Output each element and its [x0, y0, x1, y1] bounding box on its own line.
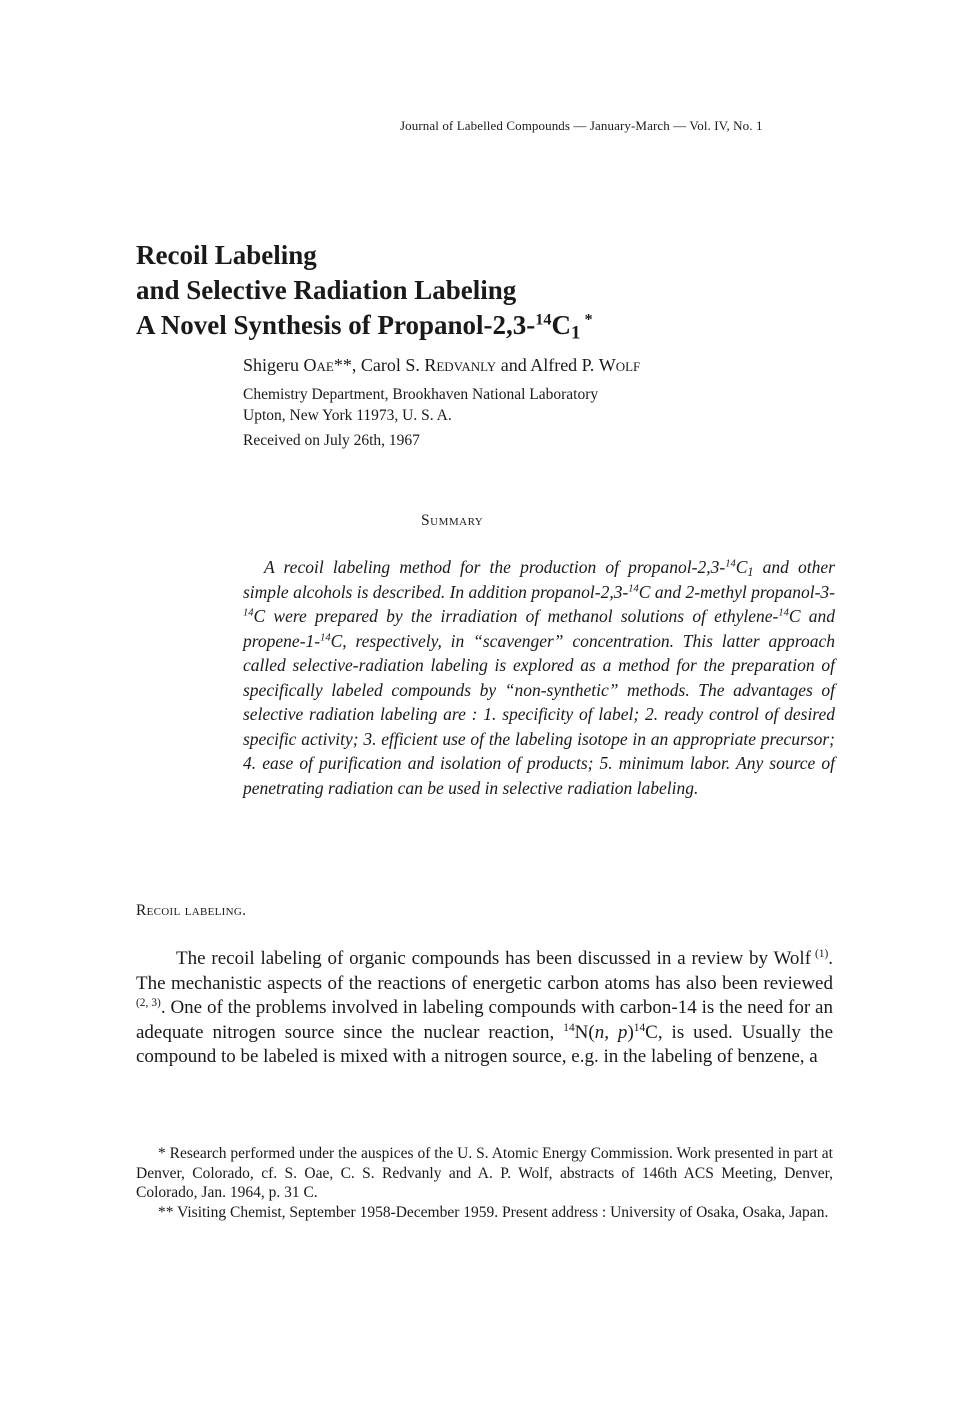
- summary-heading: Summary: [421, 512, 484, 529]
- title-isotope-sup: 14: [535, 310, 552, 329]
- title-line-2: and Selective Radiation Labeling: [136, 275, 517, 305]
- title-carbon: C: [551, 310, 571, 340]
- body-text: [136, 947, 833, 1070]
- body-seg-1: The recoil labeling of organic compounds has been discussed in a review by Wolf: [176, 948, 812, 969]
- title-line-3: [136, 308, 593, 342]
- reaction-sup-1: 14: [563, 1021, 575, 1034]
- summary-sup-5: 14: [320, 632, 331, 644]
- running-head: Journal of Labelled Compounds — January-March — Vol. IV, No. 1: [400, 118, 763, 133]
- summary-sub-1: 1: [747, 565, 754, 580]
- footnote-2: ** Visiting Chemist, September 1958-December 1959. Present address : University of Osaka, Osaka, Japan.: [158, 1203, 829, 1221]
- reaction-close: ): [627, 1021, 634, 1043]
- summary-seg-6: C, respectively, in “scavenger” concentration. This latter approach called selective-radiation labeling is explored as a method for the preparation of specifically labeled compounds by “non-synthetic” methods. The advantages of selective radiation labeling are : 1. specificity of label; 2. ready control of desired specific activity; 3. efficient use of the labeling isotope in an appropriate precursor; 4. ease of purification and isolation of products; 5. minimum labor. Any source of penetrating radiation can be used in selective radiation labeling.: [243, 630, 835, 798]
- reference-2-3: (2, 3): [136, 997, 161, 1010]
- author-line: [243, 355, 640, 376]
- title-footnote-mark: *: [580, 310, 593, 329]
- author-1-given: Shigeru: [243, 355, 304, 375]
- title-subscript: 1: [570, 322, 581, 344]
- summary-sup-4: 14: [778, 607, 789, 619]
- author-1-mark: **,: [333, 355, 361, 375]
- title-line-3-text: A Novel Synthesis of Propanol-2,3-: [136, 310, 536, 340]
- author-2-given: Carol S.: [360, 355, 425, 375]
- summary-seg-5: C and propene-1-: [243, 606, 835, 651]
- author-and: and: [496, 355, 531, 375]
- summary-sup-2: 14: [628, 583, 639, 595]
- author-2-family: Redvanly: [424, 355, 497, 375]
- footnotes: [136, 1144, 833, 1222]
- author-1-family: Oae: [303, 355, 334, 375]
- summary-seg-2: and other simple alcohols is described. In addition propanol-2,3-: [243, 557, 835, 602]
- author-3-family: Wolf: [598, 355, 641, 375]
- reference-1: (1): [811, 948, 829, 961]
- received-date: Received on July 26th, 1967: [243, 432, 420, 449]
- reaction-np: n, p: [594, 1021, 628, 1043]
- affiliation-line-1: Chemistry Department, Brookhaven National Laboratory: [243, 386, 599, 403]
- summary-abstract: [243, 555, 835, 800]
- body-paragraph: [136, 947, 833, 1070]
- summary-carbon: C: [735, 557, 748, 577]
- reaction-sup-2: 14: [633, 1021, 646, 1034]
- title-line-1: Recoil Labeling: [136, 240, 317, 270]
- section-heading: Recoil labeling.: [136, 902, 247, 919]
- body-seg-4: C, is used. Usually the compound to be labeled is mixed with a nitrogen source, e.g. in the labeling of benzene, a: [136, 1021, 834, 1067]
- body-seg-3: . One of the problems involved in labeling compounds with carbon-14 is the need for an adequate nitrogen source since the nuclear reaction,: [136, 997, 833, 1043]
- summary-sup-3: 14: [243, 607, 254, 619]
- summary-seg-4: C were prepared by the irradiation of methanol solutions of ethylene-: [253, 606, 779, 626]
- summary-paragraph: [243, 555, 835, 800]
- footnote-1: * Research performed under the auspices of the U. S. Atomic Energy Commission. Work presented in part at Denver, Colorado, cf. S. Oae, C. S. Redvanly and A. P. Wolf, abstracts of 146th ACS Meeting, Denver, Colorado, Jan. 1964, p. 31 C.: [136, 1145, 833, 1201]
- reaction-n: N(: [574, 1021, 595, 1043]
- summary-sup-1: 14: [725, 558, 736, 570]
- author-3-given: Alfred P.: [530, 355, 599, 375]
- affiliation-line-2: Upton, New York 11973, U. S. A.: [243, 407, 452, 424]
- summary-seg-3: C and 2-methyl propanol-3-: [638, 581, 835, 602]
- body-seg-2: . The mechanistic aspects of the reactions of energetic carbon atoms has also been reviewed: [136, 948, 833, 994]
- summary-seg-1: A recoil labeling method for the production of propanol-2,3-: [264, 557, 726, 577]
